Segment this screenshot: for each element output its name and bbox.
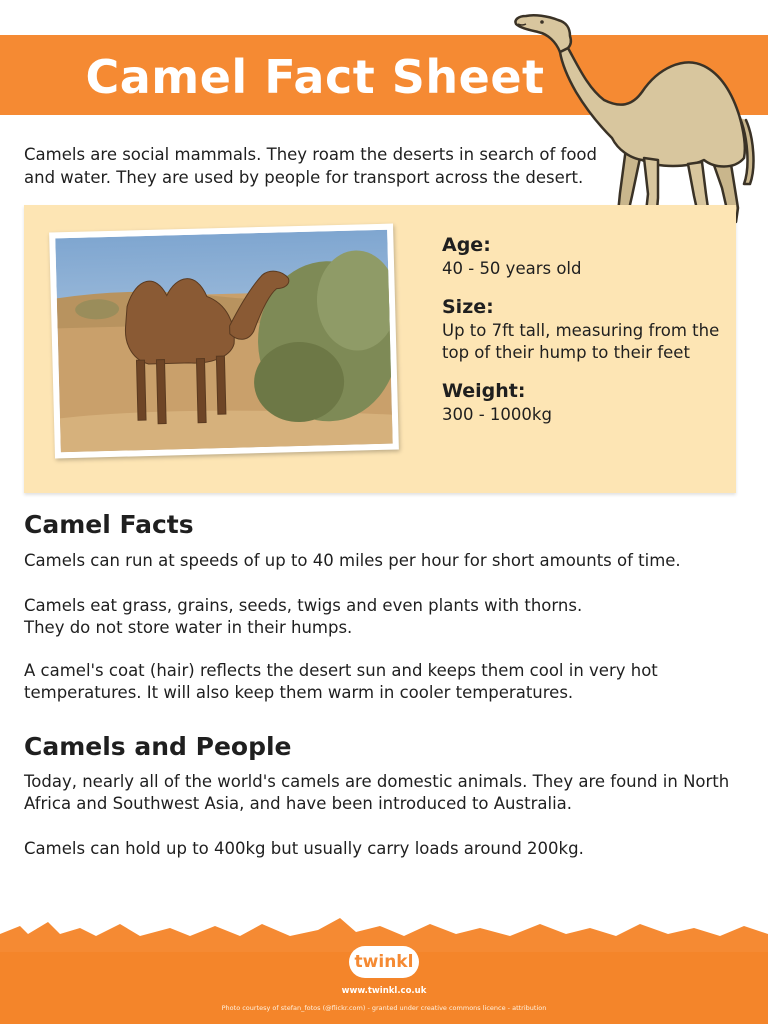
camels-and-people-paragraph: Camels can hold up to 400kg but usually carry loads around 200kg.	[24, 839, 584, 858]
camel-photo-icon	[55, 230, 392, 453]
camel-photo	[49, 224, 399, 459]
site-url[interactable]: www.twinkl.co.uk	[341, 986, 427, 996]
fact-size	[442, 294, 722, 364]
fact-label: Age:	[442, 234, 491, 256]
camel-facts-paragraph: Camels can run at speeds of up to 40 miles per hour for short amounts of time.	[24, 551, 681, 570]
fact-value: 300 - 1000kg	[442, 405, 552, 424]
photo-credit: Photo courtesy of stefan_fotos (@flickr.com) - granted under creative commons licence - attribution	[221, 1004, 547, 1012]
camel-facts-paragraph: Camels eat grass, grains, seeds, twigs and even plants with thorns.	[24, 596, 583, 615]
facts-box	[442, 232, 722, 440]
page-title: Camel Fact Sheet	[85, 50, 545, 104]
camel-facts-heading: Camel Facts	[24, 510, 194, 539]
fact-value: Up to 7ft tall, measuring from the top of their hump to their feet	[442, 321, 720, 362]
camel-illustration-icon	[508, 8, 758, 233]
camel-eye	[540, 20, 544, 24]
twinkl-logo[interactable]: twinkl	[349, 946, 419, 978]
camels-and-people-heading: Camels and People	[24, 732, 292, 761]
camel-facts-paragraph: A camel's coat (hair) reflects the desert sun and keeps them cool in very hot temperatures. It will also keep them warm in cooler temperatures.	[24, 661, 658, 702]
intro-text: Camels are social mammals. They roam the deserts in search of food and water. They are used by people for transport across the desert.	[24, 145, 598, 187]
fact-value: 40 - 50 years old	[442, 259, 582, 278]
fact-age	[442, 232, 722, 280]
fact-weight	[442, 378, 722, 426]
camels-and-people-paragraph: Today, nearly all of the world's camels are domestic animals. They are found in North Africa and Southwest Asia, and have been introduced to Australia.	[24, 772, 730, 813]
fact-label: Size:	[442, 296, 494, 318]
camel-facts-paragraph: They do not store water in their humps.	[24, 618, 353, 637]
fact-label: Weight:	[442, 380, 526, 402]
